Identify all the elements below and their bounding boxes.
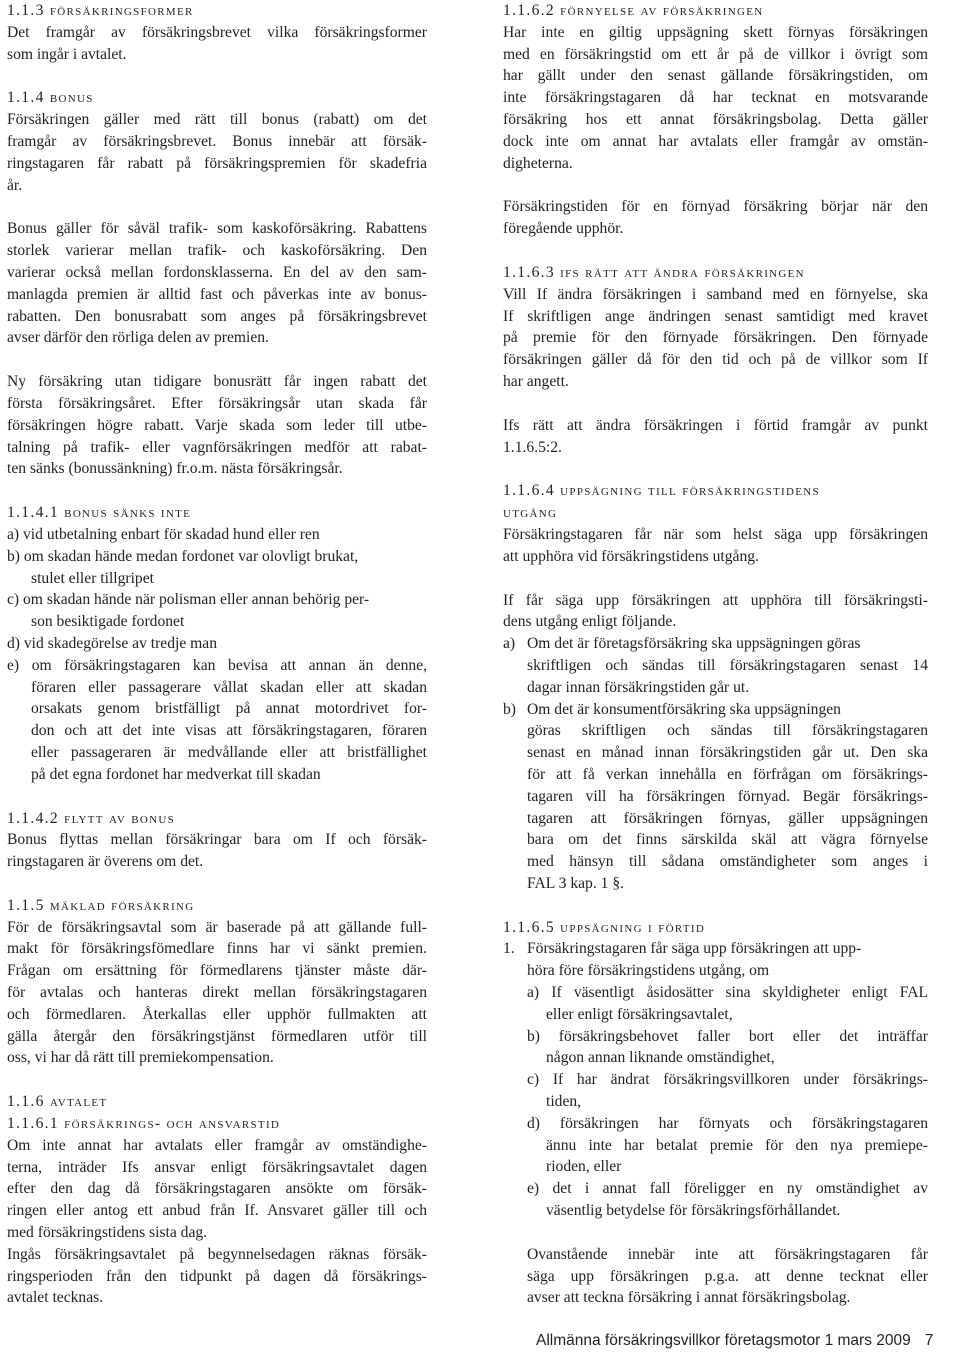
paragraph-gap	[7, 349, 427, 371]
text-line: d) vid skadegörelse av tredje man	[7, 634, 218, 652]
text-line: på premie för den förnyade försäkringen. Den förnyade	[503, 329, 928, 347]
text-line: bara om det finns särskilda skäl att vägra förnyelse	[527, 831, 928, 849]
text-line: ännu inte har betalat premie för den nya premiepe-	[546, 1136, 928, 1154]
text-line: Ovanstående innebär inte att försäkringstagaren får	[527, 1245, 928, 1263]
right-column	[503, 0, 928, 1309]
paragraph-gap	[7, 873, 427, 895]
section-heading: 1.1.6.5 uppsägning i förtid	[503, 918, 706, 936]
text-line: Vill If ändra försäkringen i samband med en förnyelse, ska	[503, 285, 928, 303]
section-heading: 1.1.6 avtalet	[7, 1093, 108, 1111]
text-line: c) om skadan hände när polisman eller annan behörig per-	[7, 591, 370, 609]
text-line: b) försäkringsbehovet faller bort eller det inträffar	[527, 1027, 928, 1045]
text-line: son besiktigade fordonet	[31, 613, 185, 631]
paragraph-gap	[7, 480, 427, 502]
text-line: oss, vi har då rätt till premiekompensation.	[7, 1049, 274, 1067]
text-line: terna, inträder Ifs ansvar enligt försäkringsavtalet dagen	[7, 1158, 427, 1176]
text-line: senast en månad innan försäkringstiden går ut. Den ska	[527, 744, 928, 762]
text-line: c) If har ändrat försäkringsvillkoren under försäkrings-	[527, 1071, 928, 1089]
text-line: för att få verkan innehålla en förfrågan om försäkrings-	[527, 765, 928, 783]
text-line: dock inte om annat har avtalats eller framgår av omstän-	[503, 132, 928, 150]
text-line: FAL 3 kap. 1 §.	[527, 874, 625, 892]
text-line: För de försäkringsavtal som är baserade på att gällande full-	[7, 918, 427, 936]
list-text: Om det är konsumentförsäkring ska uppsägningen	[527, 700, 841, 718]
paragraph-gap	[503, 458, 928, 480]
text-line: Ny försäkring utan tidigare bonusrätt får ingen rabatt det	[7, 373, 427, 391]
text-line: e) om försäkringstagaren kan bevisa att annan än denne,	[7, 656, 427, 674]
text-line: orsakats genom bristfälligt på annat motordrivet for-	[31, 700, 427, 718]
text-line: digheterna.	[503, 154, 573, 172]
text-line: och förmedlaren. Återkallas eller upphör fullmakten att	[7, 1005, 427, 1023]
list-label: a)	[503, 635, 516, 653]
text-line: makt för försäkringsfömedlare finns har vi sänkt premien.	[7, 940, 427, 958]
text-line: höra före försäkringstidens utgång, om	[527, 962, 770, 980]
text-line: Om inte annat har avtalats eller framgår av omständighe-	[7, 1136, 427, 1154]
text-line: varierar också mellan fordonsklasserna. En del av den sam-	[7, 263, 427, 281]
text-line	[503, 699, 928, 721]
paragraph-gap	[503, 895, 928, 917]
text-line: a) vid utbetalning enbart för skadad hund eller ren	[7, 525, 320, 543]
text-line: framgår av försäkringsbrevet. Bonus innebär att försäk-	[7, 132, 427, 150]
text-line: inte försäkringstagaren då har tecknat en motsvarande	[503, 89, 928, 107]
paragraph-gap	[503, 240, 928, 262]
text-line: Bonus flyttas mellan försäkringar bara om If och försäk-	[7, 831, 427, 849]
text-line: stulet eller tillgripet	[31, 569, 154, 587]
text-line: år.	[7, 176, 23, 194]
text-line: försäkringen gäller då för den tid och på de villkor som If	[503, 351, 928, 369]
page-footer	[536, 1332, 933, 1350]
paragraph-gap	[7, 1069, 427, 1091]
paragraph-gap	[503, 1222, 928, 1244]
text-line	[503, 633, 928, 655]
text-line: b) om skadan hände medan fordonet var olovligt brukat,	[7, 547, 359, 565]
text-line: rioden, eller	[546, 1158, 622, 1176]
section-heading: 1.1.6.2 förnyelse av försäkringen	[503, 2, 764, 19]
paragraph-gap	[503, 393, 928, 415]
text-line: har gällt under den senast gällande försäkringstiden, om	[503, 67, 928, 85]
text-line: Bonus gäller för såväl trafik- som kaskoförsäkring. Rabattens	[7, 220, 427, 238]
text-line: If får säga upp försäkringen att upphöra till försäkringsti-	[503, 591, 928, 609]
text-line: med försäkringstidens sista dag.	[7, 1224, 208, 1242]
section-heading: 1.1.4.1 bonus sänks inte	[7, 504, 192, 522]
text-line: ringsperioden från den tidpunkt på dagen då försäkrings-	[7, 1267, 427, 1285]
text-line: tiden,	[546, 1093, 582, 1111]
paragraph-gap	[7, 786, 427, 808]
section-heading: 1.1.4 bonus	[7, 89, 94, 107]
text-line: första försäkringsåret. Efter försäkringsår utan skada får	[7, 394, 427, 412]
text-line: tagaren vill ha försäkringen förnyad. Begär försäkrings-	[527, 787, 928, 805]
text-line: Ifs rätt att ändra försäkringen i förtid framgår av punkt	[503, 416, 928, 434]
text-line: dens utgång enligt följande.	[503, 613, 677, 631]
text-line: ringstagaren får rabatt på försäkringspremien för skadefria	[7, 154, 427, 172]
text-line: med hänsyn till sådana omständigheter som anges i	[527, 853, 928, 871]
text-line: ten sänks (bonussänkning) fr.o.m. nästa försäkringsår.	[7, 460, 343, 478]
text-line: med en försäkringstid om ett år på de villkor i övrigt som	[503, 45, 928, 63]
text-line: avser att teckna försäkring i annat försäkringsbolag.	[527, 1289, 851, 1307]
text-line: If skriftligen ange ändringen senast samtidigt med kravet	[503, 307, 928, 325]
text-line: försäkringen högre rabatt. Varje skada som leder till utbe-	[7, 416, 427, 434]
text-line: Försäkringstiden för en förnyad försäkring börjar när den	[503, 198, 928, 216]
list-text: Om det är företagsförsäkring ska uppsägningen göras	[527, 635, 861, 653]
section-heading: 1.1.3 försäkringsformer	[7, 2, 194, 19]
text-line: d) försäkringen har förnyats och försäkringstagaren	[527, 1114, 928, 1132]
text-line: eller enligt försäkringsavtalet,	[546, 1005, 733, 1023]
page-number: 7	[924, 1332, 934, 1349]
list-label: 1.	[503, 940, 515, 958]
text-line: försäkring hos ett annat försäkringsbolag. Detta gäller	[503, 110, 928, 128]
section-heading: 1.1.4.2 flytt av bonus	[7, 809, 176, 827]
text-line: avtalet tecknas.	[7, 1289, 104, 1307]
text-line: tagaren att försäkringen förnyas, gäller uppsägningen	[527, 809, 928, 827]
text-line: manlagda premien är alltid fast och påverkas inte av bonus-	[7, 285, 427, 303]
text-line: Har inte en giltig uppsägning skett förnyas försäkringen	[503, 23, 928, 41]
text-line: dagar innan försäkringstiden går ut.	[527, 678, 750, 696]
paragraph-gap	[7, 65, 427, 87]
text-line: don och att det inte visas att försäkringstagaren, föraren	[31, 722, 427, 740]
text-line: har angett.	[503, 372, 569, 390]
section-heading: 1.1.6.3 ifs rätt att ändra försäkringen	[503, 263, 805, 281]
text-line: storlek varierar mellan trafik- och kaskoförsäkring. Den	[7, 242, 427, 260]
text-line: gälla återgår den försäkringstjänst förmedlaren utför till	[7, 1027, 427, 1045]
text-line: att upphöra vid försäkringstidens utgång.	[503, 547, 759, 565]
text-line: 1.1.6.5:2.	[503, 438, 562, 456]
text-line: föraren eller passagerare vållat skadan eller att skadan	[31, 678, 427, 696]
text-line: efter den dag då försäkringstagaren ansökte om försäk-	[7, 1180, 427, 1198]
text-line: på det egna fordonet har medverkat till skadan	[31, 765, 321, 783]
text-line: rabatten. Den bonusrabatt som anges på försäkringsbrevet	[7, 307, 427, 325]
text-line: föregående upphör.	[503, 220, 624, 238]
text-line: göras skriftligen och sändas till försäkringstagaren	[527, 722, 928, 740]
text-line: Det framgår av försäkringsbrevet vilka försäkringsformer	[7, 23, 427, 41]
section-heading: 1.1.5 mäklad försäkring	[7, 896, 195, 914]
text-line: ringen eller antog ett anbud från If. Ansvaret gäller till och	[7, 1202, 427, 1220]
text-line: talning på trafik- eller vagnförsäkringen medför att rabat-	[7, 438, 427, 456]
section-heading: utgång	[503, 504, 558, 522]
footer-title: Allmänna försäkringsvillkor företagsmotor 1 mars 2009	[536, 1332, 911, 1349]
text-line: ringstagaren är överens om det.	[7, 853, 204, 871]
text-line: som ingår i avtalet.	[7, 45, 127, 63]
text-line: e) det i annat fall föreligger en ny omständighet av	[527, 1180, 928, 1198]
paragraph-gap	[503, 174, 928, 196]
text-line: Försäkringstagaren får när som helst säga upp försäkringen	[503, 525, 928, 543]
text-line: a) If väsentligt åsidosätter sina skyldigheter enligt FAL	[527, 984, 928, 1002]
text-line: någon annan liknande omständighet,	[546, 1049, 775, 1067]
text-line: väsentlig betydelse för försäkringsförhållandet.	[546, 1202, 841, 1220]
text-line: säga upp försäkringen p.g.a. att denne tecknat eller	[527, 1267, 928, 1285]
text-line: Frågan om ersättning för förmedlarens tjänster måste där-	[7, 962, 427, 980]
list-label: b)	[503, 700, 516, 718]
text-line: eller passageraren är medvållande eller att bristfällighet	[31, 743, 427, 761]
section-heading: 1.1.6.1 försäkrings- och ansvarstid	[7, 1115, 281, 1133]
paragraph-gap	[7, 196, 427, 218]
text-line: avser därför den rörliga delen av premien.	[7, 329, 269, 347]
text-line: Försäkringen gäller med rätt till bonus (rabatt) om det	[7, 111, 427, 129]
left-column	[7, 0, 427, 1309]
paragraph-gap	[503, 568, 928, 590]
text-line: för avtalas och hanteras direkt mellan försäkringstagaren	[7, 984, 427, 1002]
text-line: Ingås försäkringsavtalet på begynnelsedagen räknas försäk-	[7, 1245, 427, 1263]
text-line	[503, 938, 928, 960]
list-text: Försäkringstagaren får säga upp försäkringen att upp-	[527, 940, 862, 958]
text-line: skriftligen och sändas till försäkringstagaren senast 14	[527, 656, 928, 674]
section-heading: 1.1.6.4 uppsägning till försäkringstidens	[503, 482, 820, 500]
